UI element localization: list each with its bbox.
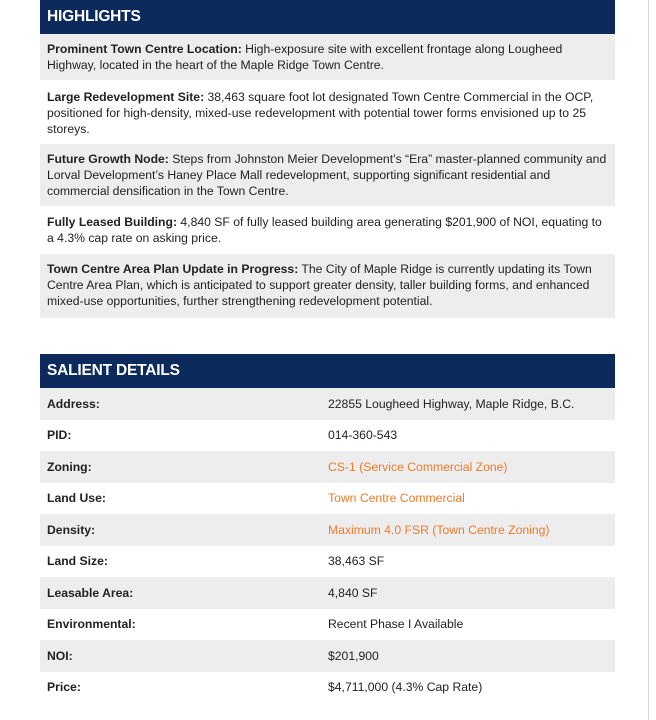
highlight-item (40, 206, 615, 254)
detail-row-environmental (40, 609, 615, 641)
page-edge-divider (648, 0, 649, 720)
detail-label: PID: (47, 428, 72, 443)
detail-label: Address: (47, 396, 100, 411)
zoning-link[interactable]: CS-1 (Service Commercial Zone) (328, 459, 508, 474)
highlight-text: High-exposure site with excellent frontage along Lougheed Highway, located in the heart of the Maple Ridge Town Centre. (47, 42, 563, 72)
detail-label: Land Use: (47, 491, 106, 506)
detail-row-pid (40, 420, 615, 452)
land-use-link[interactable]: Town Centre Commercial (328, 491, 465, 506)
highlight-title: Town Centre Area Plan Update in Progress: (47, 262, 299, 276)
highlight-item (40, 34, 615, 80)
detail-row-noi (40, 640, 615, 672)
detail-row-price (40, 672, 615, 704)
detail-value: 38,463 SF (328, 554, 385, 569)
highlight-title: Fully Leased Building: (47, 215, 178, 229)
detail-label: Zoning: (47, 459, 92, 474)
detail-value: Recent Phase I Available (328, 617, 464, 632)
detail-row-address (40, 388, 615, 420)
detail-label: Density: (47, 522, 96, 537)
highlight-item (40, 80, 615, 144)
highlight-title: Prominent Town Centre Location: (47, 42, 242, 56)
highlight-text: Steps from Johnston Meier Development’s “Era” master-planned community and Lorval Development’s Haney Place Mall redevelopment, supporting significant residential and commercial densification in the Town Centre. (47, 152, 607, 198)
detail-value: 22855 Lougheed Highway, Maple Ridge, B.C. (328, 396, 575, 411)
detail-label: Price: (47, 680, 81, 695)
detail-label: Land Size: (47, 554, 108, 569)
highlight-text: 4,840 SF of fully leased building area generating $201,900 of NOI, equating to a 4.3% cap rate on asking price. (47, 215, 602, 245)
highlight-text: 38,463 square foot lot designated Town Centre Commercial in the OCP, positioned for high-density, mixed-use redevelopment with potential tower forms envisioned up to 25 storeys. (47, 90, 594, 136)
detail-value: $4,711,000 (4.3% Cap Rate) (328, 680, 483, 695)
detail-value: 4,840 SF (328, 585, 378, 600)
detail-label: Leasable Area: (47, 585, 134, 600)
salient-details-header: SALIENT DETAILS (40, 354, 615, 388)
highlight-item (40, 144, 615, 206)
detail-row-leasable-area (40, 577, 615, 609)
detail-row-land-size (40, 546, 615, 578)
highlight-title: Future Growth Node: (47, 152, 169, 166)
density-link[interactable]: Maximum 4.0 FSR (Town Centre Zoning) (328, 522, 550, 537)
highlight-item (40, 254, 615, 318)
highlight-text: The City of Maple Ridge is currently updating its Town Centre Area Plan, which is anticipated to support greater density, taller building forms, and enhanced mixed-use opportunities, further strengthening redevelopment potential. (47, 262, 592, 308)
highlight-title: Large Redevelopment Site: (47, 90, 205, 104)
detail-row-land-use (40, 483, 615, 515)
detail-label: NOI: (47, 648, 73, 663)
detail-label: Environmental: (47, 617, 136, 632)
detail-row-density (40, 514, 615, 546)
detail-value: $201,900 (328, 648, 379, 663)
detail-row-zoning (40, 451, 615, 483)
highlights-section (40, 0, 615, 318)
salient-details-section (40, 354, 615, 703)
detail-value: 014-360-543 (328, 428, 398, 443)
highlights-header: HIGHLIGHTS (40, 0, 615, 34)
